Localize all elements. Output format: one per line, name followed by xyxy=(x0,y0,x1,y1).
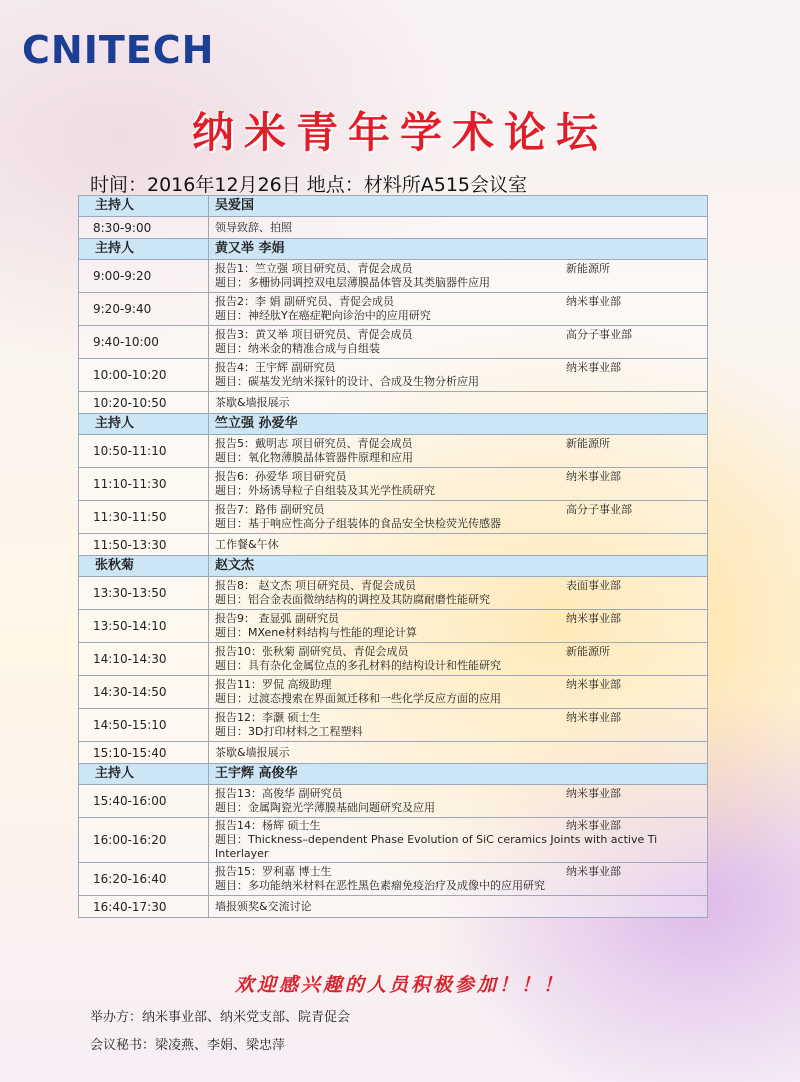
host-row xyxy=(79,239,708,260)
department: 纳米事业部 xyxy=(566,361,621,374)
schedule-row xyxy=(79,785,708,818)
department: 新能源所 xyxy=(566,437,610,450)
schedule-row xyxy=(79,260,708,293)
schedule-row xyxy=(79,326,708,359)
report-topic: 题目：3D打印材料之工程塑料 xyxy=(215,725,363,738)
department: 纳米事业部 xyxy=(566,470,621,483)
schedule-row xyxy=(79,709,708,742)
report-cell xyxy=(209,785,708,818)
speaker: 报告8： 赵文杰 项目研究员、青促会成员 xyxy=(215,579,416,592)
department: 表面事业部 xyxy=(566,579,621,592)
speaker: 报告3：黄又举 项目研究员、青促会成员 xyxy=(215,328,413,341)
host-label: 张秋菊 xyxy=(79,556,209,577)
time-location: 时间：2016年12月26日 地点：材料所A515会议室 xyxy=(90,174,528,196)
welcome-banner: 欢迎感兴趣的人员积极参加！！！ xyxy=(234,974,565,996)
report-topic: 题目：铝合金表面微纳结构的调控及其防腐耐磨性能研究 xyxy=(215,593,490,606)
host-names: 赵文杰 xyxy=(209,556,708,577)
time-slot: 9:20-9:40 xyxy=(79,293,209,326)
speaker: 报告14：杨辉 硕士生 xyxy=(215,819,321,832)
report-cell xyxy=(209,577,708,610)
report-topic: 题目：碳基发光纳米探针的设计、合成及生物分析应用 xyxy=(215,375,479,388)
report-topic: 题目：金属陶瓷光学薄膜基础问题研究及应用 xyxy=(215,801,435,814)
report-topic: 题目：具有杂化金属位点的多孔材料的结构设计和性能研究 xyxy=(215,659,501,672)
host-names: 王宇辉 高俊华 xyxy=(209,764,708,785)
schedule-row xyxy=(79,501,708,534)
department: 纳米事业部 xyxy=(566,865,621,878)
schedule-row xyxy=(79,610,708,643)
activity: 领导致辞、拍照 xyxy=(209,217,708,239)
department: 纳米事业部 xyxy=(566,678,621,691)
host-label: 主持人 xyxy=(79,239,209,260)
time-slot: 14:30-14:50 xyxy=(79,676,209,709)
department: 高分子事业部 xyxy=(566,503,632,516)
report-cell xyxy=(209,818,708,863)
activity: 茶歇&墙报展示 xyxy=(209,392,708,414)
report-topic: 题目：氧化物薄膜晶体管器件原理和应用 xyxy=(215,451,413,464)
report-topic: 题目：外场诱导粒子自组装及其光学性质研究 xyxy=(215,484,435,497)
time-slot: 16:40-17:30 xyxy=(79,896,209,918)
time-slot: 9:00-9:20 xyxy=(79,260,209,293)
department: 纳米事业部 xyxy=(566,819,621,832)
organizers: 举办方：纳米事业部、纳米党支部、院青促会 xyxy=(90,1010,351,1025)
host-label: 主持人 xyxy=(79,196,209,217)
schedule-row xyxy=(79,359,708,392)
report-cell xyxy=(209,643,708,676)
speaker: 报告1：竺立强 项目研究员、青促会成员 xyxy=(215,262,413,275)
speaker: 报告5：戴明志 项目研究员、青促会成员 xyxy=(215,437,413,450)
report-cell xyxy=(209,501,708,534)
report-topic: 题目：基于响应性高分子组装体的食品安全快检荧光传感器 xyxy=(215,517,501,530)
report-topic: 题目：纳米金的精准合成与自组装 xyxy=(215,342,380,355)
report-cell xyxy=(209,468,708,501)
time-slot: 16:20-16:40 xyxy=(79,863,209,896)
cnitech-logo: CNITECH xyxy=(22,28,215,72)
schedule-row xyxy=(79,818,708,863)
speaker: 报告12：李灏 硕士生 xyxy=(215,711,321,724)
report-cell xyxy=(209,676,708,709)
report-cell xyxy=(209,709,708,742)
activity: 墙报颁奖&交流讨论 xyxy=(209,896,708,918)
time-slot: 16:00-16:20 xyxy=(79,818,209,863)
speaker: 报告6：孙爱华 项目研究员 xyxy=(215,470,347,483)
report-cell xyxy=(209,260,708,293)
schedule-row xyxy=(79,534,708,556)
speaker: 报告9： 查显弧 副研究员 xyxy=(215,612,339,625)
schedule-table xyxy=(78,195,708,918)
report-topic: 题目：多栅协同调控双电层薄膜晶体管及其类脑器件应用 xyxy=(215,276,490,289)
report-cell xyxy=(209,610,708,643)
report-topic: 题目：过渡态搜索在界面氮迁移和一些化学反应方面的应用 xyxy=(215,692,501,705)
schedule-row xyxy=(79,577,708,610)
schedule-row xyxy=(79,863,708,896)
time-slot: 15:40-16:00 xyxy=(79,785,209,818)
host-label: 主持人 xyxy=(79,414,209,435)
schedule-row xyxy=(79,676,708,709)
speaker: 报告13：高俊华 副研究员 xyxy=(215,787,343,800)
time-slot: 15:10-15:40 xyxy=(79,742,209,764)
time-slot: 14:50-15:10 xyxy=(79,709,209,742)
secretaries: 会议秘书：梁凌燕、李娟、梁忠萍 xyxy=(90,1038,286,1053)
time-slot: 11:10-11:30 xyxy=(79,468,209,501)
department: 新能源所 xyxy=(566,262,610,275)
report-topic: 题目：神经肽Y在癌症靶向诊治中的应用研究 xyxy=(215,309,431,322)
schedule-row xyxy=(79,742,708,764)
schedule-row xyxy=(79,896,708,918)
time-slot: 13:50-14:10 xyxy=(79,610,209,643)
speaker: 报告10：张秋菊 副研究员、青促会成员 xyxy=(215,645,409,658)
host-names: 黄又举 李娟 xyxy=(209,239,708,260)
report-cell xyxy=(209,326,708,359)
schedule-row xyxy=(79,643,708,676)
time-slot: 10:50-11:10 xyxy=(79,435,209,468)
report-topic: 题目：Thickness–dependent Phase Evolution of SiC ceramics Joints with active Ti Interlayer xyxy=(215,833,658,860)
host-label: 主持人 xyxy=(79,764,209,785)
department: 纳米事业部 xyxy=(566,711,621,724)
speaker: 报告7：路伟 副研究员 xyxy=(215,503,325,516)
activity: 工作餐&午休 xyxy=(209,534,708,556)
department: 纳米事业部 xyxy=(566,295,621,308)
host-names: 竺立强 孙爱华 xyxy=(209,414,708,435)
host-row xyxy=(79,196,708,217)
schedule-row xyxy=(79,435,708,468)
speaker: 报告2：李 娟 副研究员、青促会成员 xyxy=(215,295,394,308)
host-row xyxy=(79,556,708,577)
department: 高分子事业部 xyxy=(566,328,632,341)
report-cell xyxy=(209,293,708,326)
time-slot: 11:30-11:50 xyxy=(79,501,209,534)
host-names: 吴爱国 xyxy=(209,196,708,217)
report-cell xyxy=(209,359,708,392)
time-slot: 14:10-14:30 xyxy=(79,643,209,676)
report-cell xyxy=(209,435,708,468)
schedule-row xyxy=(79,293,708,326)
department: 纳米事业部 xyxy=(566,612,621,625)
speaker: 报告11：罗侃 高级助理 xyxy=(215,678,332,691)
schedule-row xyxy=(79,392,708,414)
department: 新能源所 xyxy=(566,645,610,658)
time-slot: 11:50-13:30 xyxy=(79,534,209,556)
time-slot: 9:40-10:00 xyxy=(79,326,209,359)
department: 纳米事业部 xyxy=(566,787,621,800)
report-cell xyxy=(209,863,708,896)
report-topic: 题目：多功能纳米材料在恶性黑色素瘤免疫治疗及成像中的应用研究 xyxy=(215,879,545,892)
time-slot: 10:00-10:20 xyxy=(79,359,209,392)
schedule-row xyxy=(79,468,708,501)
time-slot: 8:30-9:00 xyxy=(79,217,209,239)
time-slot: 13:30-13:50 xyxy=(79,577,209,610)
host-row xyxy=(79,414,708,435)
report-topic: 题目：MXene材料结构与性能的理论计算 xyxy=(215,626,418,639)
speaker: 报告4：王宇辉 副研究员 xyxy=(215,361,336,374)
time-slot: 10:20-10:50 xyxy=(79,392,209,414)
schedule-row xyxy=(79,217,708,239)
host-row xyxy=(79,764,708,785)
page-title: 纳米青年学术论坛 xyxy=(191,108,608,157)
activity: 茶歇&墙报展示 xyxy=(209,742,708,764)
speaker: 报告15：罗利嘉 博士生 xyxy=(215,865,332,878)
